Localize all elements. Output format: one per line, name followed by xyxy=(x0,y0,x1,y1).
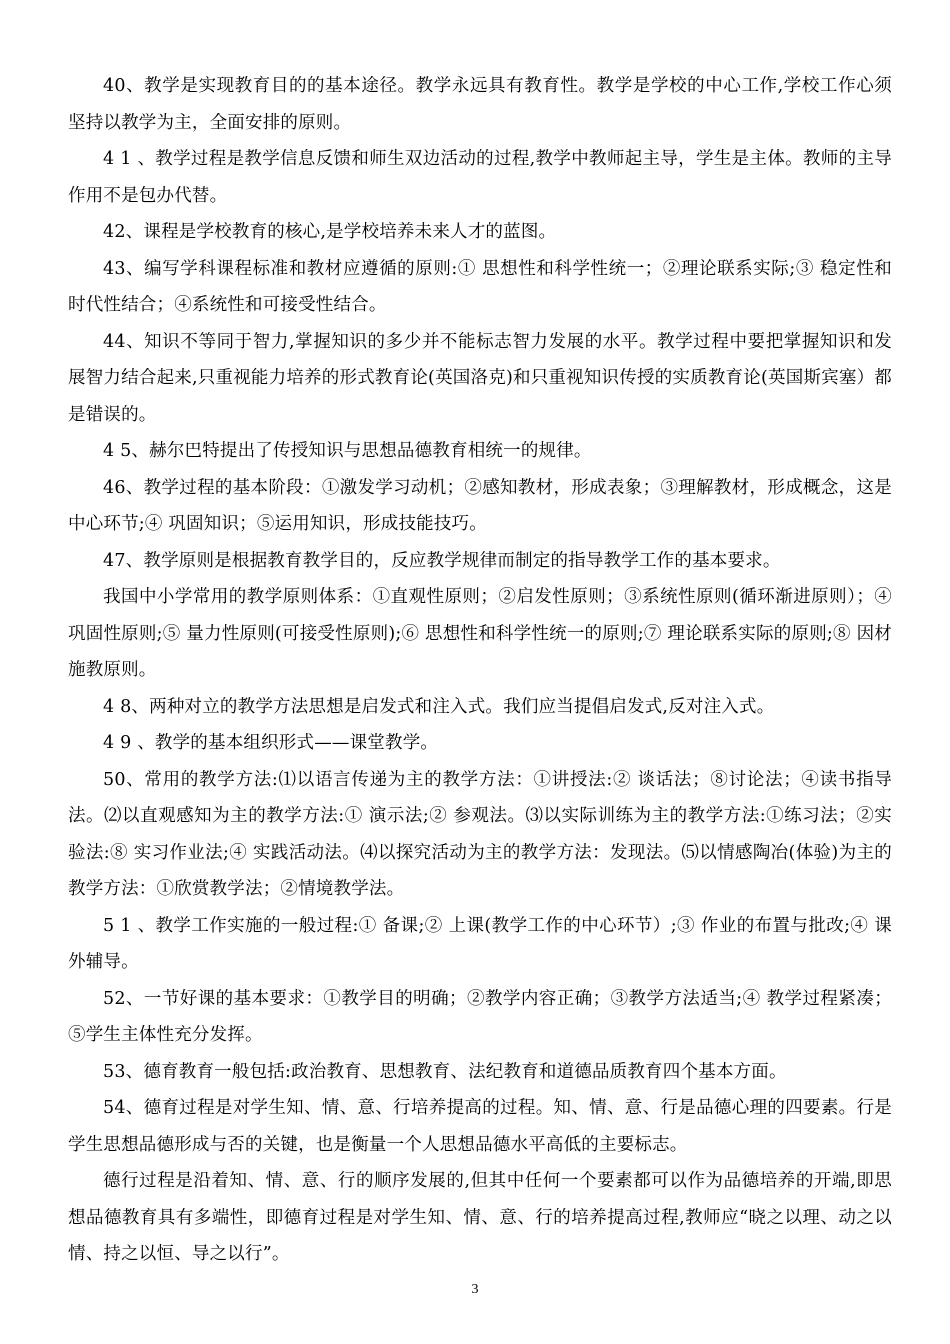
document-body xyxy=(68,68,892,1273)
paragraph-53: 53、德育教育一般包括:政治教育、思想教育、法纪教育和道德品质教育四个基本方面。 xyxy=(103,1061,787,1082)
paragraph-54-moral-process: 德行过程是沿着知、情、意、行的顺序发展的,但其中任何一个要素都可以作为品德培养的开端,即思想品德教育具有多端性，即德育过程是对学生知、情、意、行的培养提高过程,教师应“晓之以理、动之以情、持之以恒、导之以行”。 xyxy=(68,1171,892,1264)
page-number: 3 xyxy=(471,1282,479,1297)
paragraph-46: 46、教学过程的基本阶段：①激发学习动机；②感知教材，形成表象；③理解教材，形成概念，这是中心环节;④ 巩固知识；⑤运用知识，形成技能技巧。 xyxy=(68,477,892,534)
paragraph-47: 47、教学原则是根据教育教学目的，反应教学规律而制定的指导教学工作的基本要求。 xyxy=(103,550,781,571)
paragraph-49: 4 9 、教学的基本组织形式——课堂教学。 xyxy=(103,733,439,753)
paragraph-40: 40、教学是实现教育目的的基本途径。教学永远具有教育性。教学是学校的中心工作,学校工作心须坚持以教学为主，全面安排的原则。 xyxy=(68,76,892,133)
paragraph-41: 4 1 、教学过程是教学信息反馈和师生双边活动的过程,教学中教师起主导，学生是主体。教师的主导作用不是包办代替。 xyxy=(68,149,892,206)
paragraph-47-principles: 我国中小学常用的教学原则体系：①直观性原则；②启发性原则；③系统性原则(循环渐进原则）；④巩固性原则;⑤ 量力性原则(可接受性原则);⑥ 思想性和科学性统一的原则;⑦ 理论联系实际的原则;⑧ 因材施教原则。 xyxy=(68,587,892,680)
paragraph-42: 42、课程是学校教育的核心,是学校培养未来人才的蓝图。 xyxy=(103,222,557,242)
paragraph-52: 52、一节好课的基本要求：①教学目的明确；②教学内容正确；③教学方法适当;④ 教学过程紧凑；⑤学生主体性充分发挥。 xyxy=(68,988,892,1045)
paragraph-44: 44、知识不等同于智力,掌握知识的多少并不能标志智力发展的水平。教学过程中要把掌握知识和发展智力结合起来,只重视能力培养的形式教育论(英国洛克)和只重视知识传授的实质教育论(英国斯宾塞）都是错误的。 xyxy=(68,331,892,425)
paragraph-50: 50、常用的教学方法:⑴以语言传递为主的教学方法：①讲授法:② 谈话法；⑧讨论法；④读书指导法。⑵以直观感知为主的教学方法:① 演示法;② 参观法。⑶以实际训练为主的教学方法:①练习法；②实验法:⑧ 实习作业法;④ 实践活动法。⑷以探究活动为主的教学方法：发现法。⑸以情感陶冶(体验)为主的教学方法：①欣赏教学法；②情境教学法。 xyxy=(68,769,892,899)
paragraph-48: 4 8、两种对立的教学方法思想是启发式和注入式。我们应当提倡启发式,反对注入式。 xyxy=(103,696,775,717)
paragraph-45: 4 5、赫尔巴特提出了传授知识与思想品德教育相统一的规律。 xyxy=(103,441,592,461)
paragraph-54: 54、德育过程是对学生知、情、意、行培养提高的过程。知、情、意、行是品德心理的四要素。行是学生思想品德形成与否的关键，也是衡量一个人思想品德水平高低的主要标志。 xyxy=(68,1098,892,1155)
paragraph-51: 5 1 、教学工作实施的一般过程:① 备课;② 上课(教学工作的中心环节）;③ 作业的布置与批改;④ 课外辅导。 xyxy=(68,915,892,972)
paragraph-43: 43、编写学科课程标准和教材应遵循的原则:① 思想性和科学性统一；②理论联系实际;③ 稳定性和时代性结合；④系统性和可接受性结合。 xyxy=(68,258,892,315)
